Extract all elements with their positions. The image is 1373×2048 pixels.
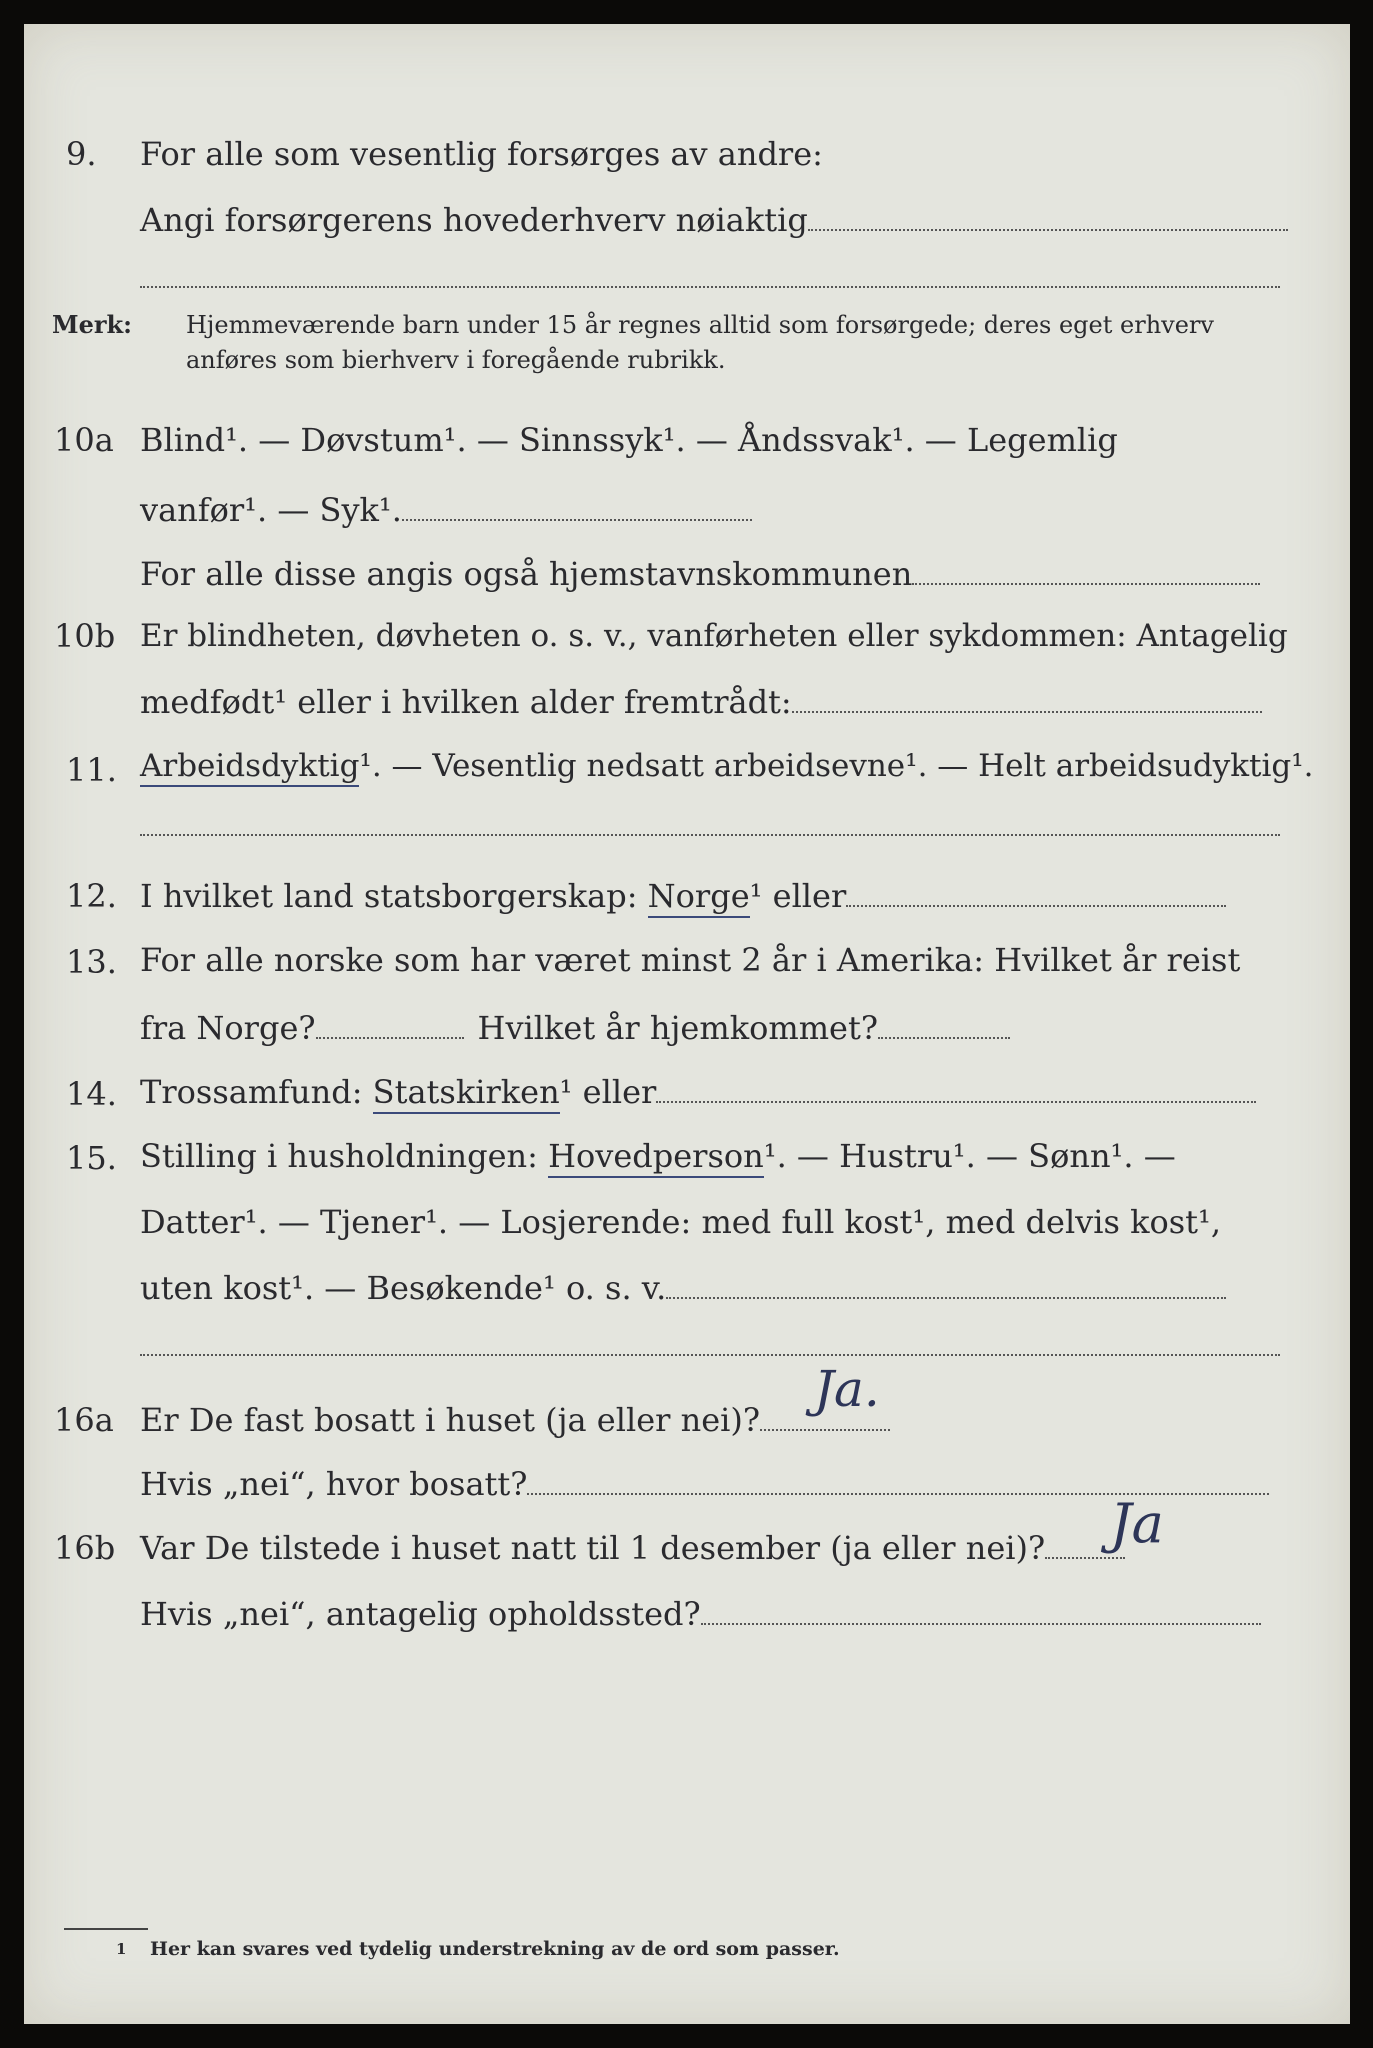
q13-line1: For alle norske som har været minst 2 år i Amerika: Hvilket år reist [140, 941, 1241, 979]
q10a-answer-line[interactable] [402, 517, 752, 521]
q10a-line3 [140, 554, 1260, 594]
merk-label: Merk: [52, 310, 132, 339]
q15-answer-line[interactable] [666, 1295, 1226, 1299]
q10a-line2 [140, 490, 752, 530]
q16b-line1 [140, 1528, 1125, 1568]
q12-post: ¹ eller [749, 877, 847, 915]
q10b-line2-text: medfødt¹ eller i hvilken alder fremtrådt: [140, 683, 792, 721]
q11-line [140, 746, 1314, 786]
q10a-hometown-line[interactable] [912, 581, 1260, 585]
q16b-answer-line[interactable] [1045, 1555, 1125, 1559]
q14-underlined-answer: Statskirken [373, 1073, 560, 1114]
q12-answer-line[interactable] [846, 903, 1226, 907]
q10b-line2 [140, 682, 1262, 722]
q13-number: 13. [66, 943, 117, 981]
q11-extra-line[interactable] [140, 834, 1280, 836]
q12-underlined-answer: Norge [648, 877, 750, 918]
q15-line1 [140, 1136, 1176, 1176]
q10b-line1: Er blindheten, døvheten o. s. v., vanførheten eller sykdommen: Antagelig [140, 618, 1288, 654]
q16a-answer-line[interactable] [760, 1427, 890, 1431]
q16a-followup: Hvis „nei“, hvor bosatt? [140, 1465, 528, 1503]
q16a-question: Er De fast bosatt i huset (ja eller nei)? [140, 1401, 761, 1439]
q16b-handwritten-answer: Ja [1110, 1492, 1164, 1555]
q10a-line3-text: For alle disse angis også hjemstavnskommunen [140, 555, 913, 593]
q16b-line2 [140, 1594, 1261, 1634]
q9-line2 [140, 200, 1288, 240]
q10a-number: 10a [54, 421, 114, 459]
q14-line [140, 1072, 1256, 1112]
q9-number: 9. [66, 135, 97, 173]
q16b-followup: Hvis „nei“, antagelig opholdssted? [140, 1595, 701, 1633]
merk-line1: Hjemmeværende barn under 15 år regnes alltid som forsørgede; deres eget erhverv [186, 311, 1214, 339]
q15-extra-line[interactable] [140, 1354, 1280, 1356]
q12-number: 12. [66, 877, 117, 915]
q11-underlined-answer: Arbeidsdyktig [140, 748, 359, 787]
q12-pre: I hvilket land statsborgerskap: [140, 877, 638, 915]
q10a-line2-text: vanfør¹. — Syk¹. [140, 491, 402, 529]
q16a-handwritten-answer: Ja. [814, 1360, 880, 1418]
q16a-number: 16a [54, 1401, 114, 1439]
q16a-line1 [140, 1400, 890, 1440]
q14-answer-line[interactable] [656, 1099, 1256, 1103]
q13-line2 [140, 1008, 1010, 1048]
q15-number: 15. [66, 1139, 117, 1177]
census-form-page [24, 24, 1350, 2024]
merk-line2: anføres som bierhverv i foregående rubrikk. [186, 346, 726, 374]
q15-underlined-answer: Hovedperson [548, 1137, 764, 1178]
q15-post: ¹. — Hustru¹. — Sønn¹. — [763, 1137, 1176, 1175]
q16b-followup-line[interactable] [701, 1621, 1261, 1625]
q16a-line2 [140, 1464, 1269, 1504]
q16b-question: Var De tilstede i huset natt til 1 desember (ja eller nei)? [140, 1529, 1046, 1567]
q12-line [140, 876, 1226, 916]
q10a-line1: Blind¹. — Døvstum¹. — Sinnssyk¹. — Åndssvak¹. — Legemlig [140, 421, 1118, 459]
footnote-rule [64, 1928, 148, 1930]
q9-line2-text: Angi forsørgerens hovederhverv nøiaktig [140, 201, 808, 239]
q13-return-label: Hvilket år hjemkommet? [477, 1009, 878, 1047]
q15-line3 [140, 1268, 1226, 1308]
q13-departure-label: fra Norge? [140, 1009, 316, 1047]
q9-answer-line[interactable] [808, 227, 1288, 231]
q14-number: 14. [66, 1075, 117, 1113]
q13-departure-line[interactable] [316, 1035, 464, 1039]
footnote-text: Her kan svares ved tydelig understrekning av de ord som passer. [150, 1938, 840, 1960]
q9-line1: For alle som vesentlig forsørges av andre: [140, 135, 823, 173]
q10b-answer-line[interactable] [792, 709, 1262, 713]
q9-extra-line[interactable] [140, 286, 1280, 288]
q15-line2: Datter¹. — Tjener¹. — Losjerende: med full kost¹, med delvis kost¹, [140, 1203, 1222, 1241]
q16b-number: 16b [54, 1529, 116, 1567]
q11-number: 11. [66, 751, 117, 789]
q14-pre: Trossamfund: [140, 1073, 363, 1111]
q14-post: ¹ eller [559, 1073, 657, 1111]
q15-pre: Stilling i husholdningen: [140, 1137, 538, 1175]
q15-line3-text: uten kost¹. — Besøkende¹ o. s. v. [140, 1269, 667, 1307]
q11-rest: ¹. — Vesentlig nedsatt arbeidsevne¹. — Helt arbeidsudyktig¹. [359, 748, 1314, 784]
footnote-mark: 1 [116, 1940, 127, 1958]
q10b-number: 10b [54, 617, 116, 655]
q13-return-line[interactable] [878, 1035, 1010, 1039]
